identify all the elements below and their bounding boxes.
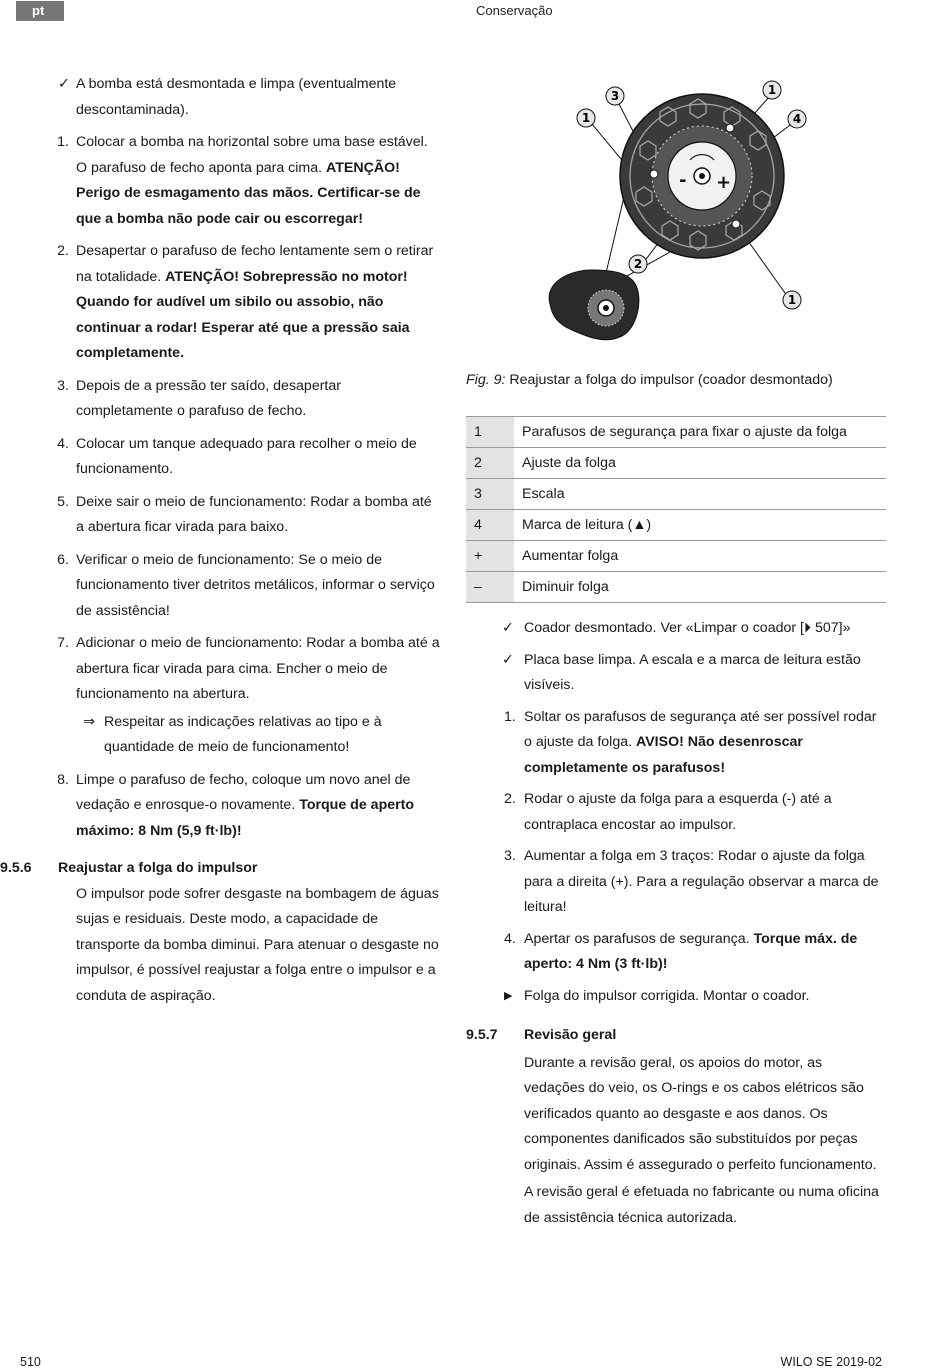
precondition-text: Coador desmontado. Ver «Limpar o coador [⏵ 507]»	[524, 620, 851, 636]
legend-value: Ajuste da folga	[514, 448, 886, 479]
table-row	[466, 541, 886, 572]
step-text: Limpe o parafuso de fecho, coloque um novo anel de vedação e enrosque-o novamente.	[76, 771, 411, 813]
step-number: 1.	[504, 708, 516, 725]
step-number: 3.	[57, 377, 69, 394]
step-number: 2.	[504, 791, 516, 807]
precondition-item	[466, 616, 886, 642]
arrow-icon: ⇒	[83, 713, 95, 730]
step-item	[466, 787, 886, 838]
precondition-item	[58, 72, 440, 123]
callout-label: 1	[581, 111, 591, 125]
page-number: 510	[20, 1355, 41, 1369]
section-body	[466, 1051, 886, 1232]
step-text: Depois de a pressão ter saído, desapertar completamente o parafuso de fecho.	[76, 377, 341, 419]
result-item	[466, 984, 886, 1010]
legend-value: Escala	[514, 479, 886, 510]
step-item	[58, 631, 440, 761]
table-row	[466, 479, 886, 510]
table-row	[466, 448, 886, 479]
step-item	[58, 432, 440, 483]
step-number: 6.	[57, 551, 69, 568]
step-text: Colocar a bomba na horizontal sobre uma base estável. O parafuso de fecho aponta para cima.	[76, 134, 428, 176]
legend-value: Diminuir folga	[514, 572, 886, 603]
step-warning: Torque máx. de aperto: 4 Nm (3 ft·lb)!	[524, 930, 858, 972]
figure-caption	[466, 372, 886, 388]
footer-brand: WILO SE 2019-02	[780, 1355, 882, 1369]
callout-label: 1	[787, 293, 797, 307]
callout-label: 3	[610, 89, 620, 103]
step-item	[58, 548, 440, 625]
step-text: Verificar o meio de funcionamento: Se o meio de funcionamento tiver detritos metálicos, informar o serviço de assistência!	[76, 551, 435, 619]
step-text: Deixe sair o meio de funcionamento: Rodar a bomba até a abertura ficar virada para baixo.	[76, 493, 432, 535]
figure-caption-text: Reajustar a folga do impulsor (coador desmontado)	[505, 372, 833, 388]
check-icon: ✓	[58, 76, 70, 92]
step-number: 4.	[57, 435, 69, 452]
section-paragraph: Durante a revisão geral, os apoios do motor, as vedações do veio, os O-rings e os cabos elétricos são verificados quanto ao desgaste e aos danos. Os componentes danificados são substituídos por peças originais. Assim é assegurado o perfeito funcionamento.	[524, 1054, 877, 1173]
section-body: O impulsor pode sofrer desgaste na bombagem de águas sujas e residuais. Deste modo, a capacidade de transporte da bomba diminui. Para atenuar o desgaste no impulsor, é possível reajustar a folga entre o impulsor e a conduta de aspiração.	[76, 885, 439, 1004]
step-text: Aumentar a folga em 3 traços: Rodar o ajuste da folga para a direita (+). Para a regulação observar a marca de leitura!	[524, 848, 879, 915]
step-item	[58, 374, 440, 425]
step-text: Adicionar o meio de funcionamento: Rodar a bomba até a abertura ficar virada para cima. Encher o meio de funcionamento na abertura.	[76, 635, 440, 702]
step-item	[58, 130, 440, 232]
legend-value: Parafusos de segurança para fixar o ajuste da folga	[514, 417, 886, 448]
triangle-icon: ▶	[504, 989, 513, 1002]
callout-label: 1	[767, 83, 777, 97]
legend-table	[466, 416, 886, 603]
check-icon: ✓	[502, 651, 514, 668]
figure-label: Fig. 9:	[466, 372, 506, 388]
section-number: 9.5.6	[0, 860, 32, 876]
step-item	[58, 239, 440, 367]
step-number: 2.	[57, 243, 69, 259]
legend-key: 4	[466, 510, 514, 541]
precondition-item	[466, 648, 886, 699]
step-number: 5.	[57, 493, 69, 510]
check-icon: ✓	[502, 620, 514, 636]
step-number: 3.	[504, 848, 516, 864]
step-warning: AVISO! Não desenroscar completamente os parafusos!	[524, 734, 803, 776]
subitem-text: Respeitar as indicações relativas ao tipo e à quantidade de meio de funcionamento!	[104, 713, 382, 755]
detail-view	[549, 270, 639, 340]
step-subitem	[76, 710, 440, 761]
table-row	[466, 572, 886, 603]
precondition-text: Placa base limpa. A escala e a marca de leitura estão visíveis.	[524, 651, 861, 693]
step-warning: ATENÇÃO! Perigo de esmagamento das mãos. Certificar-se de que a bomba não pode cair ou escorregar!	[76, 159, 421, 227]
step-text: Rodar o ajuste da folga para a esquerda (-) até a contraplaca encostar ao impulsor.	[524, 791, 832, 833]
legend-key: 3	[466, 479, 514, 510]
step-number: 4.	[504, 930, 516, 947]
step-text: Desapertar o parafuso de fecho lentamente sem o retirar na totalidade.	[76, 243, 434, 285]
precondition-text: A bomba está desmontada e limpa (eventualmente descontaminada).	[76, 76, 397, 118]
right-column	[466, 616, 886, 1231]
step-number: 7.	[57, 635, 69, 651]
legend-value: Aumentar folga	[514, 541, 886, 572]
step-warning: Torque de aperto máximo: 8 Nm (5,9 ft·lb)!	[76, 797, 415, 839]
callout-label: 2	[633, 257, 643, 271]
step-text: Colocar um tanque adequado para recolher o meio de funcionamento.	[76, 435, 417, 477]
step-item	[58, 490, 440, 541]
section-title: Reajustar a folga do impulsor	[58, 860, 258, 876]
table-row	[466, 510, 886, 541]
page-header-title: Conservação	[476, 3, 553, 18]
step-text: Apertar os parafusos de segurança.	[524, 930, 754, 947]
result-text: Folga do impulsor corrigida. Montar o coador.	[524, 987, 810, 1004]
legend-key: –	[466, 572, 514, 603]
section-paragraph: A revisão geral é efetuada no fabricante ou numa oficina de assistência técnica autorizada.	[524, 1184, 879, 1226]
legend-key: 1	[466, 417, 514, 448]
legend-key: 2	[466, 448, 514, 479]
language-badge: pt	[16, 1, 64, 21]
step-item	[466, 844, 886, 921]
section-heading	[466, 1023, 886, 1049]
left-column	[0, 72, 440, 1009]
adjustment-disc	[620, 94, 784, 258]
section-number: 9.5.7	[466, 1027, 498, 1043]
step-item	[58, 768, 440, 845]
step-number: 1.	[57, 134, 69, 150]
table-row	[466, 417, 886, 448]
section-heading	[0, 856, 440, 882]
impeller-gap-figure	[540, 76, 830, 348]
legend-key: +	[466, 541, 514, 572]
step-item	[466, 705, 886, 782]
svg-text:+: +	[716, 172, 732, 193]
step-warning: ATENÇÃO! Sobrepressão no motor! Quando for audível um sibilo ou assobio, não continuar a rodar! Esperar até que a pressão saia completamente.	[76, 268, 410, 361]
step-item	[466, 927, 886, 978]
svg-text:-: -	[679, 170, 687, 191]
section-title: Revisão geral	[524, 1027, 617, 1043]
step-number: 8.	[57, 771, 69, 788]
legend-value: Marca de leitura (▲)	[514, 510, 886, 541]
callout-label: 4	[792, 112, 802, 126]
step-text: Soltar os parafusos de segurança até ser possível rodar o ajuste da folga.	[524, 708, 877, 750]
